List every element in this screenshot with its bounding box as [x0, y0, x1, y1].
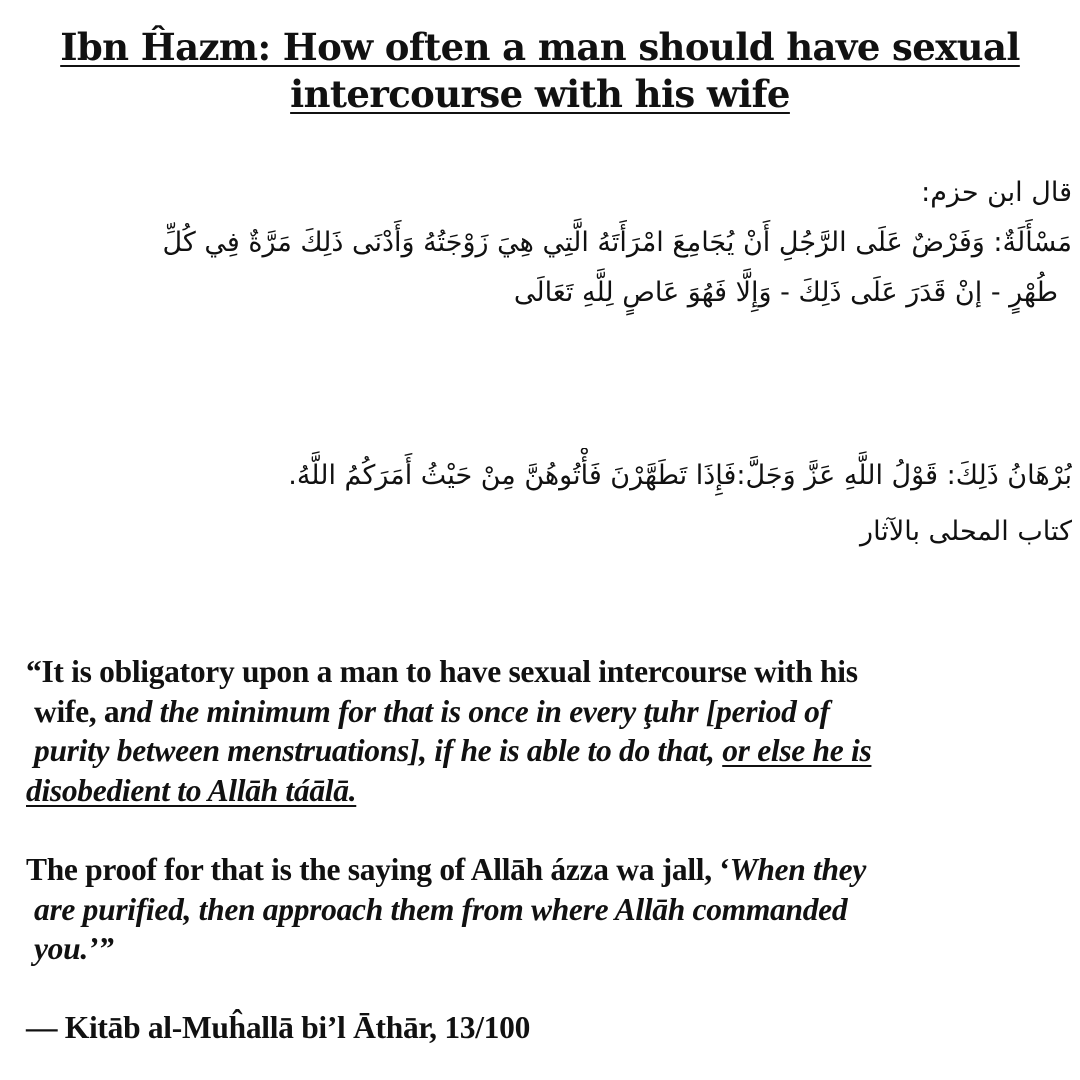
- arabic-text-line-1: مَسْأَلَةٌ: وَفَرْضٌ عَلَى الرَّجُلِ أَنْ يُجَامِعَ امْرَأَتَهُ الَّتِي هِيَ زَوْجَتُهُ وَأَدْنَى ذَلِكَ مَرَّةٌ فِي كُلِّ: [162, 227, 1072, 258]
- english-quote-line-2: [26, 692, 1060, 732]
- english-quote: [26, 652, 1060, 810]
- arabic-intro-line: قال ابن حزم:: [921, 177, 1072, 208]
- english-proof-line-1: [26, 850, 1060, 890]
- source-reference: — Kitāb al-Muĥallā bi’l Āthār, 13/100: [26, 1010, 531, 1045]
- title-line-2: intercourse with his wife: [290, 72, 790, 116]
- english-proof-line-1-italic: When they: [729, 852, 867, 887]
- title-line-1: Ibn Ĥazm: How often a man should have sexual: [60, 25, 1020, 69]
- arabic-quote: [50, 168, 1072, 318]
- english-quote-line-3-italic: purity between menstruations], if he is able to do that,: [34, 733, 723, 768]
- english-quote-line-2-start: wife, a: [34, 693, 120, 729]
- english-quote-line-2-italic: nd the minimum for that is once in every ţuhr [period of: [119, 693, 830, 729]
- english-proof-line-2: are purified, then approach them from where Allāh commanded: [34, 891, 848, 927]
- english-quote-line-4-underlined: disobedient to Allāh táālā.: [26, 772, 357, 808]
- english-quote-line-3: [26, 731, 1060, 771]
- arabic-text-line-2: طُهْرٍ - إنْ قَدَرَ عَلَى ذَلِكَ - وَإِلَّا فَهُوَ عَاصٍ لِلَّهِ تَعَالَى: [513, 277, 1058, 308]
- english-quote-line-1: “It is obligatory upon a man to have sexual intercourse with his: [26, 654, 858, 689]
- english-proof: [26, 850, 1060, 969]
- english-proof-line-3: you.’”: [34, 931, 114, 966]
- arabic-proof-line: بُرْهَانُ ذَلِكَ: قَوْلُ اللَّهِ عَزَّ وَجَلَّ:فَإِذَا تَطَهَّرْنَ فَأْتُوهُنَّ مِنْ حَيْثُ أَمَرَكُمُ اللَّهُ.: [288, 460, 1072, 491]
- arabic-proof: [50, 448, 1072, 560]
- english-quote-line-4: [26, 771, 1060, 811]
- english-proof-line-1-start: The proof for that is the saying of Allāh ázza wa jall, ‘: [26, 852, 730, 887]
- arabic-book-title: كتاب المحلى بالآثار: [860, 516, 1072, 547]
- page-title: [20, 24, 1060, 118]
- english-quote-line-3-underlined: or else he is: [722, 733, 872, 768]
